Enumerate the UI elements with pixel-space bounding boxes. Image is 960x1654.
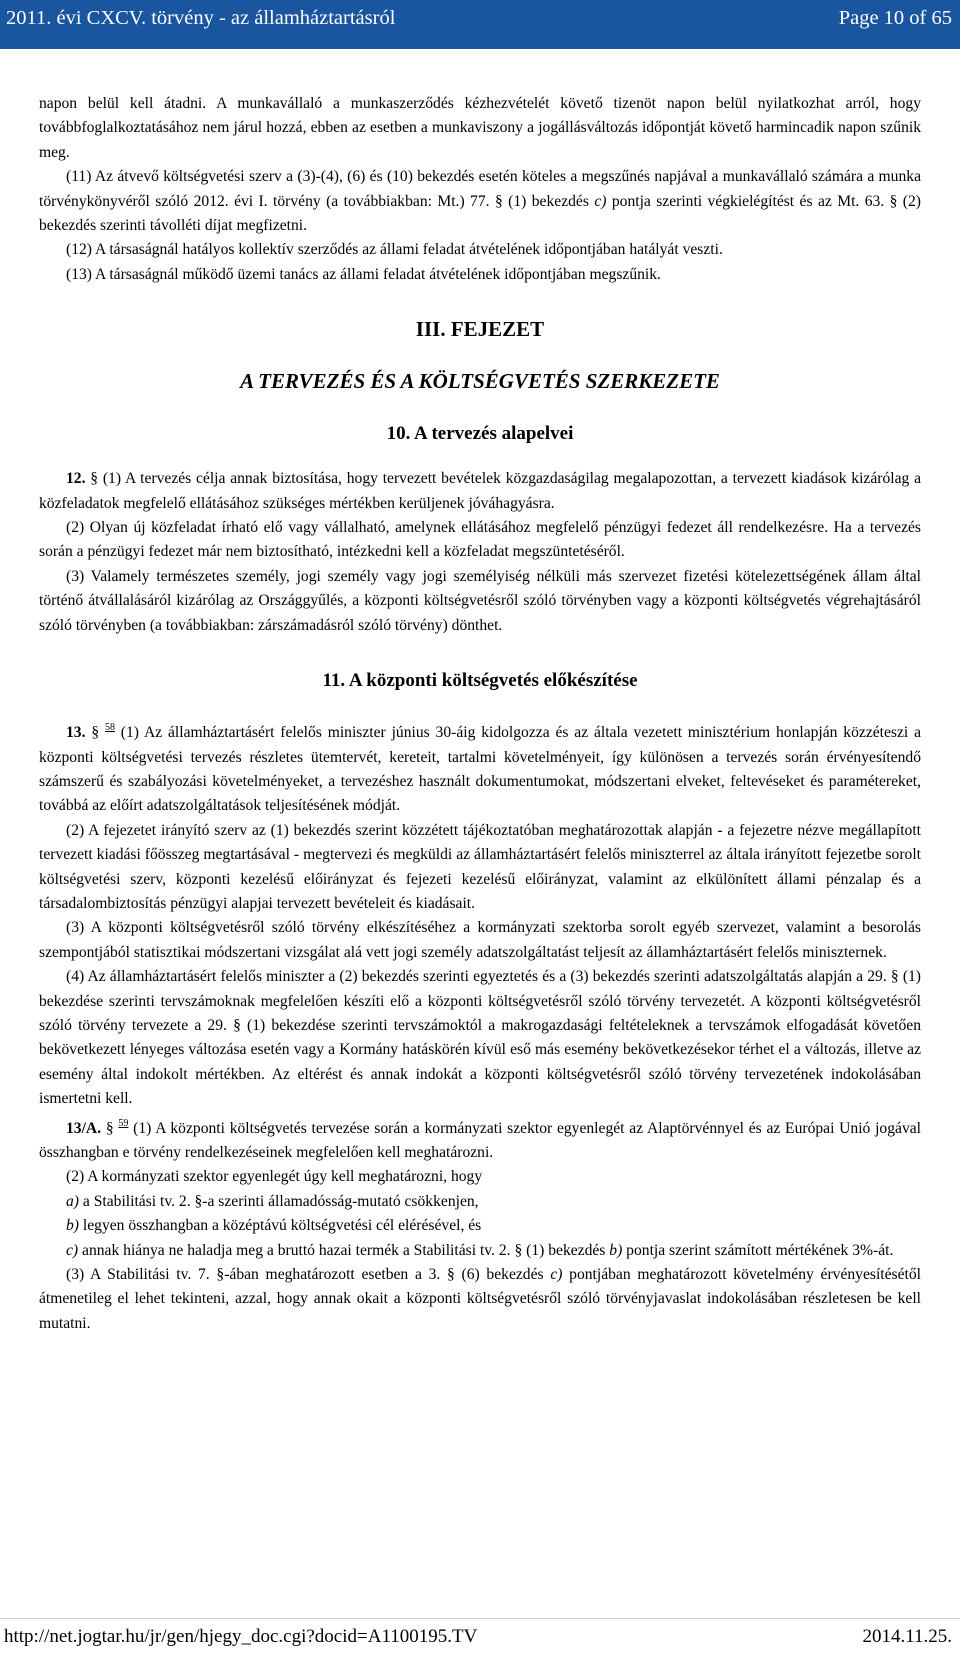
page-number: Page 10 of 65 xyxy=(838,7,952,29)
source-url: http://net.jogtar.hu/jr/gen/hjegy_doc.cgi?docid=A1100195.TV xyxy=(4,1626,478,1647)
text-run: annak hiánya ne haladja meg a bruttó hazai termék a Stabilitási tv. 2. § (1) bekezdés xyxy=(78,1241,610,1259)
point-label: b) xyxy=(609,1241,623,1259)
paragraph xyxy=(39,716,921,819)
text-run: pontja szerinti végkielégítést és az Mt. 63. § (2) bekezdés szerinti távolléti díjat megfizetni. xyxy=(39,192,921,235)
text-run: pontja szerint számított mértékének 3%-át. xyxy=(622,1241,894,1259)
footnote-link[interactable]: 59 xyxy=(118,1117,129,1129)
text-run: § xyxy=(85,724,105,742)
chapter-title: III. FEJEZET xyxy=(415,317,545,342)
text-run: (1) A központi költségvetés tervezése során a kormányzati szektor egyenlegét az Alaptörvénnyel és az Európai Unió jogával összhangban e törvény rendelkezéseinek megfelelően kell meghatározni. xyxy=(39,1119,922,1161)
section-number: 13/A. xyxy=(66,1119,102,1137)
list-item xyxy=(39,1239,921,1263)
text-run: § xyxy=(101,1119,119,1137)
paragraph: (13) A társaságnál működő üzemi tanács az állami feladat átvételének időpontjában megszűnik. xyxy=(66,265,661,283)
section-number: 13. xyxy=(66,724,86,742)
chapter-subtitle: A TERVEZÉS ÉS A KÖLTSÉGVETÉS SZERKEZETE xyxy=(240,369,720,394)
paragraph: (2) A kormányzati szektor egyenlegét úgy kell meghatározni, hogy xyxy=(66,1168,483,1186)
document-title: 2011. évi CXCV. törvény - az államháztartásról xyxy=(6,7,396,29)
text-run: (1) Az államháztartásért felelős miniszter június 30-áig kidolgozza és az általa vezetett minisztérium honlapján közzéteszi a központi költségvetési tervezés részletes ütemtervét, kereteit, tartalmi követelményeit, így különösen a tervezés során érvényesítendő számszerű és szabályozási követelményeket, a tervezéshez használt dokumentumokat, módszertani elveket, feltevéseket és paramétereket, továbbá az előírt adatszolgáltatások teljesítésének módját. xyxy=(39,724,921,815)
point-label: b) xyxy=(66,1217,79,1235)
section-title: 10. A tervezés alapelvei xyxy=(386,423,574,445)
paragraph xyxy=(39,467,921,516)
section-number: 12. xyxy=(66,470,86,488)
print-date: 2014.11.25. xyxy=(862,1626,952,1647)
paragraph: (2) A fejezetet irányító szerv az (1) bekezdés szerint közzétett tájékoztatóban meghatározottak alapján - a fejezetre nézve megállapított tervezett kiadási főösszeg megtartásával - megtervezi és megküldi az államháztartásért felelős miniszterrel az általa irányított fejezetbe sorolt költségvetési szerv, központi kezelésű előirányzat és fejezeti kezelésű előirányzat, valamint az elkülönített állami pénzalap és a társadalombiztosítás pénzügyi alapjai tervezett bevételeit és kiadásait. xyxy=(39,821,921,912)
point-label: c) xyxy=(594,192,607,210)
page-footer xyxy=(0,1620,960,1654)
paragraph: (4) Az államháztartásért felelős miniszter a (2) bekezdés szerinti egyeztetés és a (3) bekezdés szerinti adatszolgáltatás alapján a 29. § (1) bekezdése szerinti tervszámoknak megfelelően készíti elő a központi költségvetésről szóló törvény tervezetét. A központi költségvetésről szóló törvény tervezete a 29. § (1) bekezdése szerinti tervszámoktól a makrogazdasági feltételeknek a tervszámok elfogadását követően bekövetkezett lényeges változása esetén vagy a Kormány hatáskörén kívül eső más esemény bekövetkezésekor térhet el a változás, illetve az esemény által indokolt mértékben. Az eltérést és annak indokát a központi költségvetésről szóló törvény tervezetének indokolásában ismertetni kell. xyxy=(39,968,921,1108)
paragraph xyxy=(39,165,921,238)
document-body xyxy=(39,92,921,1336)
point-label: a) xyxy=(66,1192,79,1210)
list-item xyxy=(39,1214,921,1238)
page-header xyxy=(0,0,960,49)
footnote-link[interactable]: 58 xyxy=(104,722,115,734)
paragraph xyxy=(39,1263,921,1336)
footer-divider xyxy=(0,1618,960,1619)
paragraph: (2) Olyan új közfeladat írható elő vagy vállalható, amelynek ellátásához megfelelő pénzügyi fedezet áll rendelkezésre. Ha a tervezés során a pénzügyi fedezet már nem biztosítható, intézkedni kell a közfeladat megszüntetéséről. xyxy=(39,519,921,561)
paragraph: (12) A társaságnál hatályos kollektív szerződés az állami feladat átvételének időpontjában hatályát veszti. xyxy=(66,241,723,259)
text-run: § (1) A tervezés célja annak biztosítása, hogy tervezett bevételek közgazdaságilag megalapozottan, a tervezett kiadások kizárólag a közfeladatok megfelelő ellátásához szükséges mértékben kerüljenek jóváhagyásra. xyxy=(39,470,921,512)
text-run: legyen összhangban a középtávú költségvetési cél elérésével, és xyxy=(79,1217,482,1235)
paragraph: (3) Valamely természetes személy, jogi személy vagy jogi személyiség nélküli más szervezet fizetési kötelezettségének állam által történő átvállalásáról kizárólag az Országgyűlés, a központi költségvetésről szóló törvényben vagy a központi költségvetés végrehajtásáról szóló törvényben (a továbbiakban: zárszámadásról szóló törvény) dönthet. xyxy=(39,567,921,634)
list-item xyxy=(39,1190,921,1214)
text-run: (3) A Stabilitási tv. 7. §-ában meghatározott esetben a 3. § (6) bekezdés xyxy=(66,1266,551,1284)
text-run: pontjában meghatározott követelmény érvényesítésétől átmenetileg el lehet tekinteni, azzal, hogy annak okait a központi költségvetésről szóló törvényjavaslat indokolásában részletesen be kell mutatni. xyxy=(39,1266,922,1332)
text-run: (11) Az átvevő költségvetési szerv a (3)-(4), (6) és (10) bekezdés esetén köteles a megszűnés napjával a munkavállaló számára a munka törvénykönyvéről szóló 2012. évi I. törvény (a továbbiakban: Mt.) 77. § (1) bekezdés xyxy=(39,168,921,210)
paragraph: napon belül kell átadni. A munkavállaló a munkaszerződés kézhezvételét követő tizenöt napon belül nyilatkozhat arról, hogy továbbfoglalkoztatásához nem járul hozzá, ebben az esetben a munkaviszony a jogállásváltozás időpontját követő harmincadik napon szűnik meg. xyxy=(39,95,921,161)
point-label: c) xyxy=(66,1241,79,1259)
text-run: a Stabilitási tv. 2. §-a szerinti államadósság-mutató csökkenjen, xyxy=(79,1192,479,1210)
paragraph: (3) A központi költségvetésről szóló törvény elkészítéséhez a kormányzati szektorba sorolt egyéb szervezet, valamint a besorolás szempontjából statisztikai módszertani vizsgálat alá vett jogi személy adatszolgáltatást teljesít az államháztartásért felelős miniszternek. xyxy=(39,919,921,961)
section-title: 11. A központi költségvetés előkészítése xyxy=(322,670,638,692)
point-label: c) xyxy=(550,1266,563,1284)
paragraph xyxy=(39,1112,921,1166)
